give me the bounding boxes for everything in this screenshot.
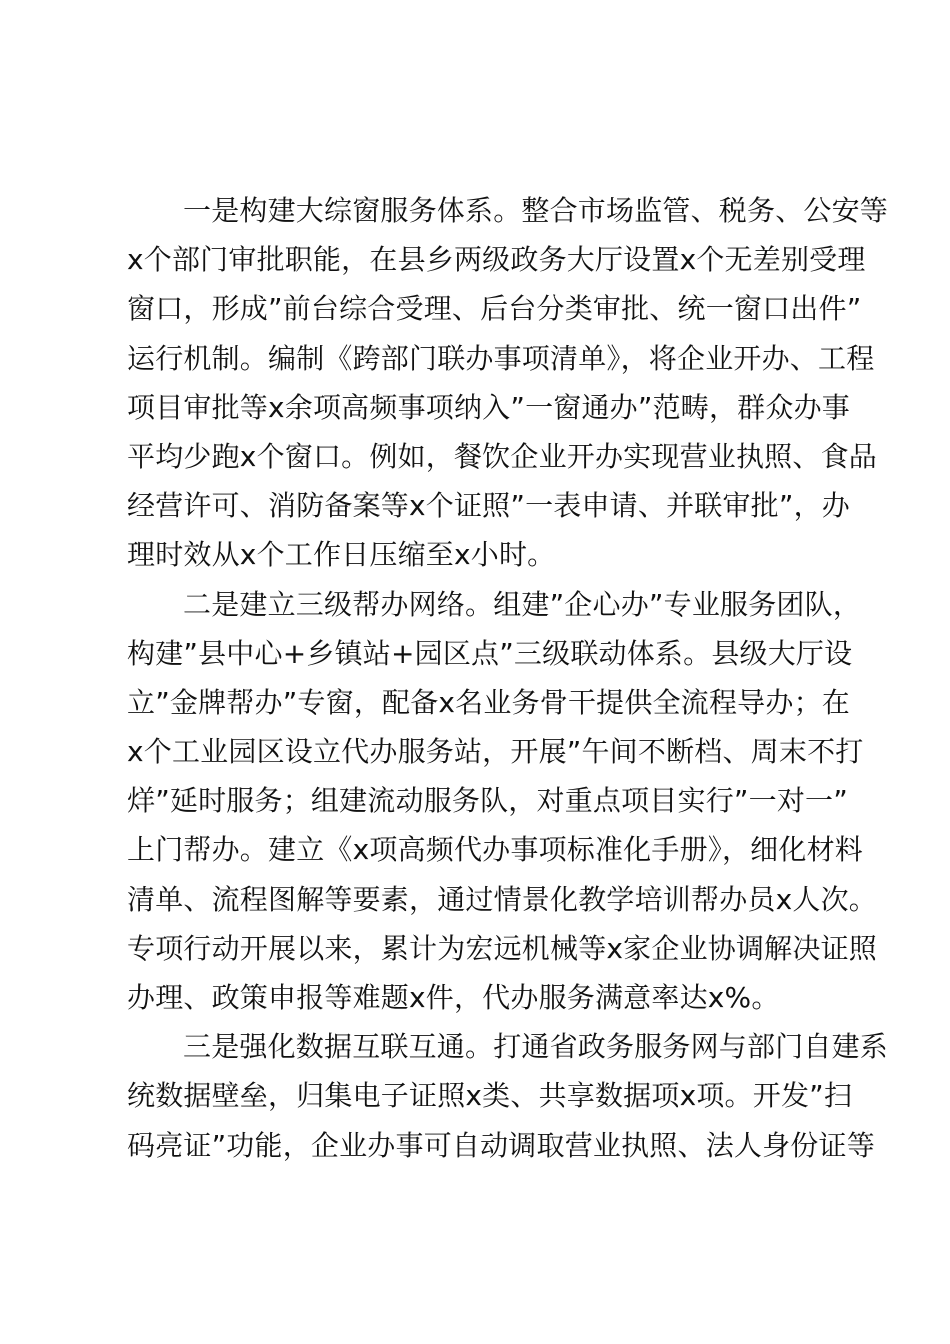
paragraph-1-line-2: x个部门审批职能，在县乡两级政务大厅设置x个无差别受理 (127, 243, 866, 277)
paragraph-2-line-7: 清单、流程图解等要素，通过情景化教学培训帮办员x人次。 (127, 882, 877, 916)
paragraph-1-line-1: 一是构建大综窗服务体系。整合市场监管、税务、公安等 (183, 194, 889, 227)
paragraph-2-line-2: 构建”县中心+乡镇站+园区点”三级联动体系。县级大厅设 (127, 636, 853, 670)
paragraph-2-line-5: 烊”延时服务；组建流动服务队，对重点项目实行”一对一” (127, 784, 848, 818)
paragraph-1-line-6: 平均少跑x个窗口。例如，餐饮企业开办实现营业执照、食品 (127, 439, 877, 473)
paragraph-2-line-6: 上门帮办。建立《x项高频代办事项标准化手册》，细化材料 (127, 833, 863, 867)
paragraph-3-line-3: 码亮证”功能，企业办事可自动调取营业执照、法人身份证等 (127, 1128, 875, 1162)
paragraph-1-line-5: 项目审批等x余项高频事项纳入”一窗通办”范畴，群众办事 (127, 390, 850, 424)
paragraph-2-line-4: x个工业园区设立代办服务站，开展”午间不断档、周末不打 (127, 735, 864, 769)
paragraph-1-line-8: 理时效从x个工作日压缩至x小时。 (127, 538, 556, 572)
paragraph-2-line-3: 立”金牌帮办”专窗，配备x名业务骨干提供全流程导办；在 (127, 685, 850, 719)
paragraph-2-line-1: 二是建立三级帮办网络。组建”企心办”专业服务团队， (183, 587, 862, 621)
paragraph-2-line-9: 办理、政策申报等难题x件，代办服务满意率达x%。 (127, 981, 780, 1014)
paragraph-2-line-8: 专项行动开展以来，累计为宏远机械等x家企业协调解决证照 (127, 931, 877, 965)
paragraph-3-line-2: 统数据壁垒，归集电子证照x类、共享数据项x项。开发”扫 (127, 1079, 853, 1113)
document-body (127, 186, 889, 1170)
paragraph-1-line-4: 运行机制。编制《跨部门联办事项清单》，将企业开办、工程 (127, 341, 875, 375)
paragraph-1-line-7: 经营许可、消防备案等x个证照”一表申请、并联审批”，办 (127, 489, 850, 523)
paragraph-1-line-3: 窗口，形成”前台综合受理、后台分类审批、统一窗口出件” (127, 292, 862, 326)
paragraph-3-line-1: 三是强化数据互联互通。打通省政务服务网与部门自建系 (183, 1030, 889, 1064)
